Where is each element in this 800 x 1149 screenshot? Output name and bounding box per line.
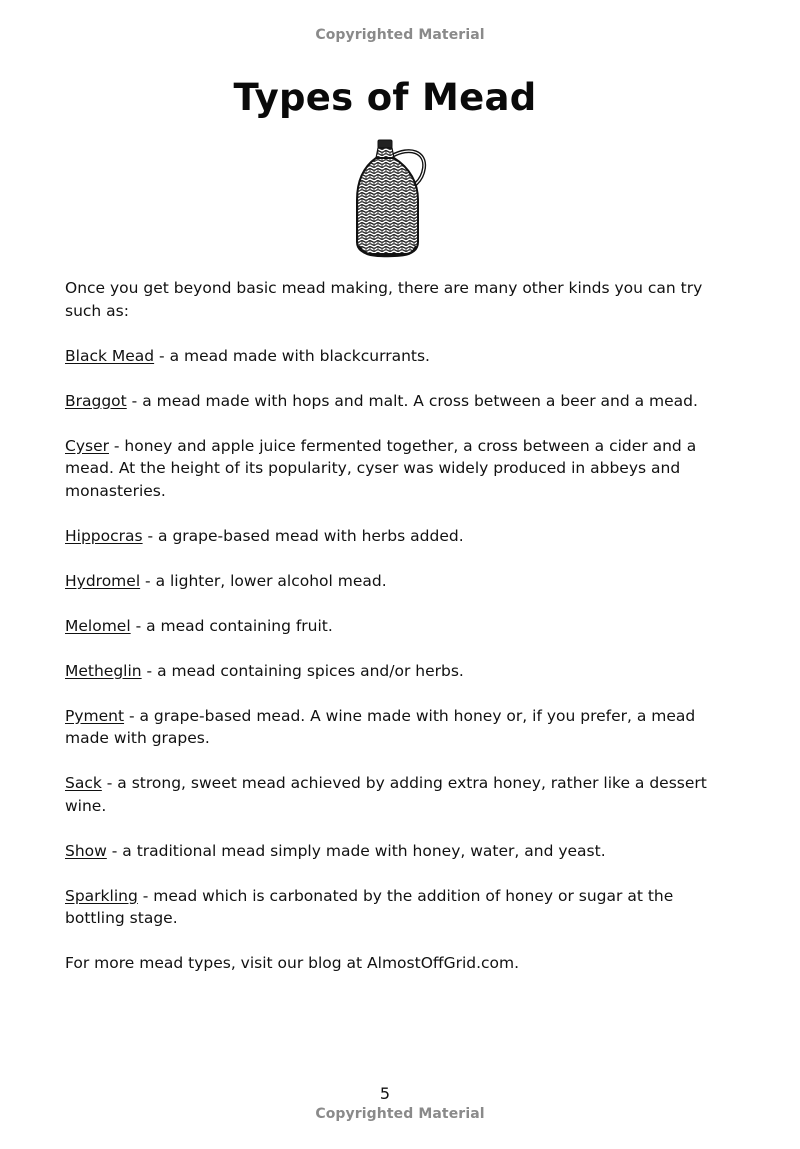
list-item <box>65 345 710 368</box>
page-number: 5 <box>379 1084 391 1103</box>
definition: - a mead containing spices and/or herbs. <box>141 661 464 680</box>
list-item <box>65 705 710 750</box>
list-item <box>65 660 710 683</box>
copyright-watermark-top: Copyrighted Material <box>315 27 485 43</box>
term-hippocras: Hippocras <box>65 526 143 545</box>
list-item <box>65 772 710 817</box>
definition: - a grape-based mead with herbs added. <box>142 526 464 545</box>
definition: - a grape-based mead. A wine made with honey or, if you prefer, a mead made with grapes. <box>65 706 696 747</box>
definition: - honey and apple juice fermented together, a cross between a cider and a mead. At the height of its popularity, cyser was widely produced in abbeys and monasteries. <box>65 436 697 500</box>
term-hydromel: Hydromel <box>65 571 141 590</box>
mead-types-content <box>65 277 710 997</box>
list-item <box>65 390 710 413</box>
term-black-mead: Black Mead <box>65 346 155 365</box>
copyright-watermark-bottom: Copyrighted Material <box>315 1106 485 1122</box>
term-pyment: Pyment <box>65 706 125 725</box>
term-cyser: Cyser <box>65 436 109 455</box>
term-sparkling: Sparkling <box>65 886 138 905</box>
closing-paragraph: For more mead types, visit our blog at AlmostOffGrid.com. <box>65 954 520 972</box>
list-item <box>65 885 710 930</box>
term-braggot: Braggot <box>65 391 127 410</box>
list-item <box>65 570 710 593</box>
term-metheglin: Metheglin <box>65 661 142 680</box>
definition: - a mead containing fruit. <box>130 616 333 635</box>
list-item <box>65 525 710 548</box>
term-melomel: Melomel <box>65 616 131 635</box>
definition: - a strong, sweet mead achieved by adding extra honey, rather like a dessert wine. <box>65 774 707 815</box>
definition: - a traditional mead simply made with honey, water, and yeast. <box>106 841 606 860</box>
list-item <box>65 840 710 863</box>
page-title: Types of Mead <box>233 76 537 119</box>
term-show: Show <box>65 841 107 860</box>
list-item <box>65 615 710 638</box>
intro-paragraph: Once you get beyond basic mead making, there are many other kinds you can try such as: <box>65 279 703 320</box>
definition: - a lighter, lower alcohol mead. <box>140 571 387 590</box>
wicker-jug-icon <box>352 138 430 258</box>
definition: - a mead made with hops and malt. A cross between a beer and a mead. <box>126 391 698 410</box>
definition: - mead which is carbonated by the addition of honey or sugar at the bottling stage. <box>65 886 674 927</box>
list-item <box>65 435 710 503</box>
term-sack: Sack <box>65 774 102 792</box>
definition: - a mead made with blackcurrants. <box>154 346 430 365</box>
